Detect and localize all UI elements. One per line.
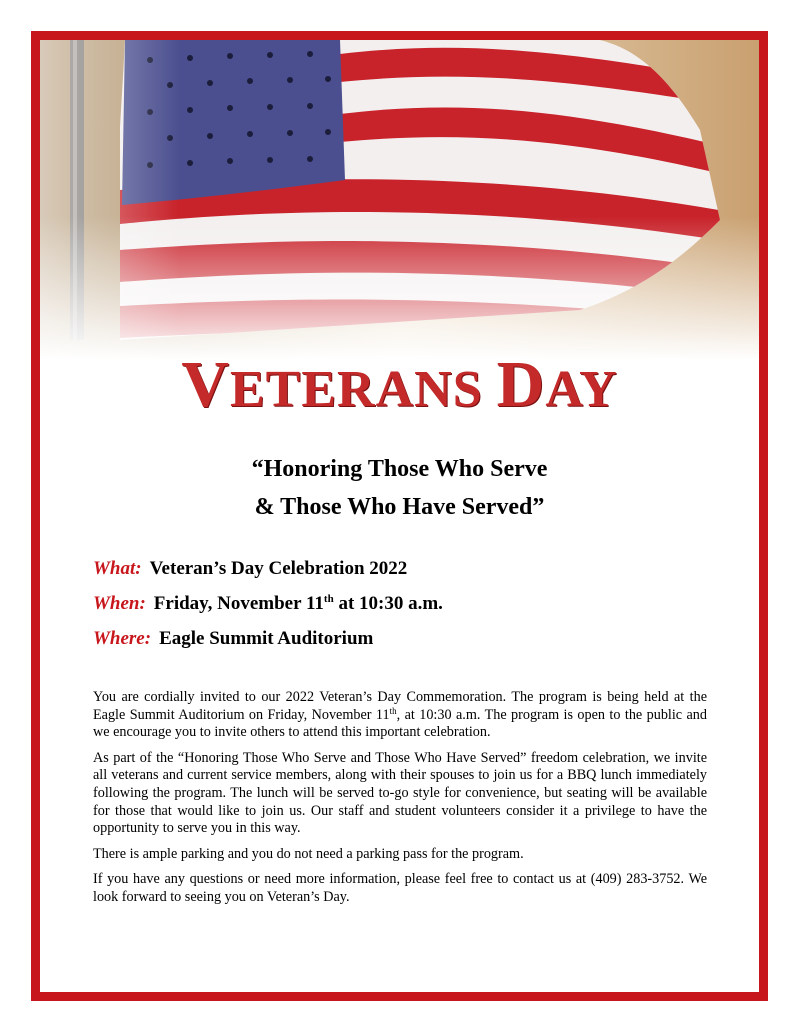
tagline-line-1: “Honoring Those Who Serve	[251, 456, 548, 482]
when-value-time: at 10:30 a.m.	[333, 593, 443, 614]
paragraph-invitation-ordinal: th	[389, 705, 397, 716]
detail-what	[93, 554, 443, 589]
tagline-line-2: & Those Who Have Served”	[254, 494, 545, 520]
when-value-ordinal: th	[323, 593, 334, 605]
paragraph-invitation	[93, 689, 707, 742]
where-value: Eagle Summit Auditorium	[159, 628, 374, 649]
title-word-veterans: ETERANS	[230, 361, 483, 418]
american-flag-image	[40, 40, 759, 360]
paragraph-invitation-part-1: You are cordially invited to our 2022 Veteran’s Day Commemoration. The program is being held at the Eagle Summit Auditorium on Friday, November 11	[93, 689, 707, 723]
flyer-frame	[31, 31, 768, 1001]
where-label: Where:	[93, 628, 152, 649]
event-tagline	[40, 450, 759, 526]
paragraph-parking: There is ample parking and you do not need a parking pass for the program.	[93, 845, 524, 862]
event-details	[93, 554, 443, 659]
invitation-body	[93, 689, 707, 915]
title-initial-v: V	[181, 348, 230, 421]
paragraph-bbq-lunch: As part of the “Honoring Those Who Serve and Those Who Have Served” freedom celebration, we invite all veterans and current service members, along with their spouses to join us for a BBQ lunch immediately following the program. The lunch will be served to-go style for convenience, but seating will be available for those that would like to join us. Our staff and student volunteers consider it a privilege to have the opportunity to serve you in this way.	[93, 749, 707, 837]
title-word-day: AY	[545, 361, 618, 418]
detail-where	[93, 624, 443, 659]
paragraph-contact: If you have any questions or need more information, please feel free to contact us at (409) 283-3752. We look forward to seeing you on Veteran’s Day.	[93, 871, 707, 905]
title-initial-d: D	[496, 348, 546, 421]
what-value: Veteran’s Day Celebration 2022	[149, 558, 408, 579]
paragraph-invitation-part-2: , at 10:30 a.m. The program is open to the public and we encourage you to invite others to attend this important celebration.	[93, 706, 707, 741]
what-label: What:	[93, 558, 142, 579]
event-title	[40, 348, 759, 421]
when-value-date: Friday, November 11	[153, 593, 324, 614]
when-label: When:	[93, 593, 146, 614]
flag-banner	[40, 40, 759, 360]
detail-when	[93, 589, 443, 624]
